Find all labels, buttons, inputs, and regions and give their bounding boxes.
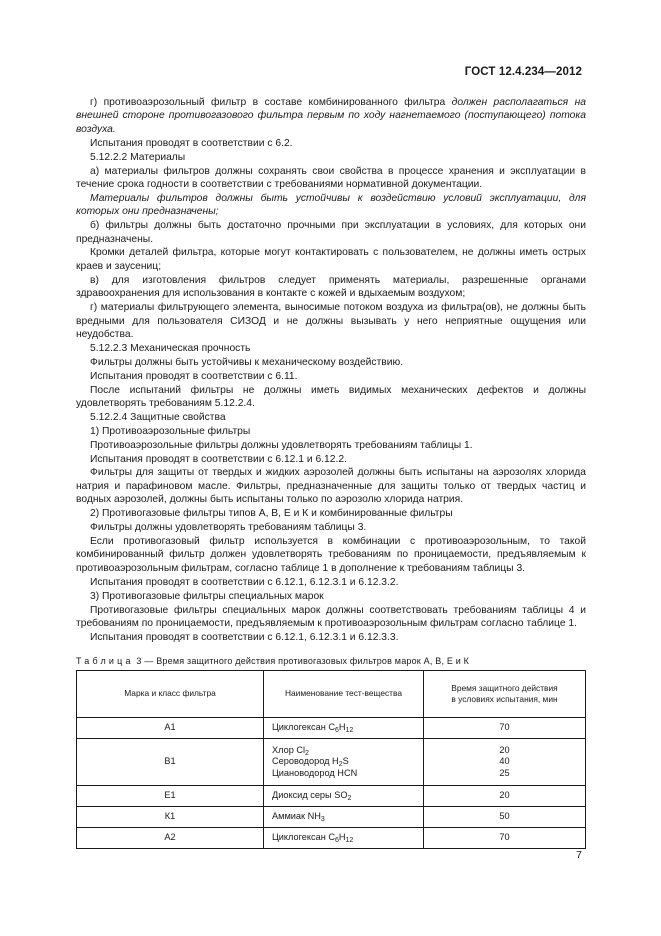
formula-text: S [342, 756, 349, 767]
paragraph: Если противогазовый фильтр используется в комбинации с противоаэрозольным, то такой комбинированный фильтр должен удовлетворять требованиям по проницаемости, предъявляемым к противоаэрозольным фильтрам, согласно таблице 1 в дополнение к требованиям таблицы 3. [76, 536, 586, 574]
table-row [77, 786, 586, 807]
paragraph: Испытания проводят в соответствии с 6.11. [90, 370, 298, 382]
paragraph: г) материалы фильтрующего элемента, выносимые потоком воздуха из фильтра(ов), не должны быть вредными для пользователя СИЗОД и не должны вызывать у него неприятные ощущения или неудобства. [76, 302, 586, 340]
paragraph-g-filter: г) противоаэрозольный фильтр в составе комбинированного фильтра должен располагаться на внешней стороне противогазового фильтра первым по ходу нагнетаемого (поступающего) потока воздуха. [76, 97, 586, 135]
table-row [77, 739, 586, 786]
header-protection-time-line1: Время защитного действия [451, 682, 558, 693]
paragraph: Испытания проводят в соответствии с 6.2. [90, 137, 293, 149]
cell-filter-mark: А2 [77, 828, 264, 849]
paragraph: б) фильтры должны быть достаточно прочными при эксплуатации в условиях, для которых они предназначены. [76, 220, 586, 245]
cell-protection-time [424, 786, 586, 807]
section-heading: 5.12.2.4 Защитные свойства [90, 411, 226, 423]
time-value: 70 [499, 832, 510, 843]
cell-test-substance [264, 786, 424, 807]
table-caption-word: Таблица [76, 656, 134, 666]
paragraph: Испытания проводят в соответствии с 6.12.1, 6.12.3.1 и 6.12.3.3. [90, 631, 399, 643]
cell-filter-mark: В1 [77, 739, 264, 786]
paragraph: Испытания проводят в соответствии с 6.12.1 и 6.12.2. [90, 453, 347, 465]
formula-text: Хлор Cl [272, 745, 306, 756]
cell-test-substance [264, 718, 424, 739]
paragraph: в) для изготовления фильтров следует применять материалы, разрешенные органами здравоохранения для использования в контакте с кожей и вдыхаемым воздухом; [76, 274, 586, 300]
paragraph: Испытания проводят в соответствии с 6.12.1, 6.12.3.1 и 6.12.3.2. [90, 576, 399, 588]
table-row [77, 718, 586, 739]
substance-formula [272, 745, 423, 756]
substance-formula [272, 832, 423, 843]
paragraph: Противогазовые фильтры специальных марок должны соответствовать требованиям таблицы 4 и требованиям по проницаемости, предъявляемым к противоаэрозольным фильтрам согласно таблице 1. [76, 604, 586, 629]
subsection-heading: 1) Противоаэрозольные фильтры [90, 425, 251, 437]
cell-protection-time [424, 807, 586, 828]
table-3 [76, 670, 586, 849]
table-row [77, 807, 586, 828]
paragraph-italic: Материалы фильтров должны быть устойчивы к воздействию условий эксплуатации, для которых они предназначены; [76, 192, 586, 218]
formula-subscript: 12 [345, 727, 354, 735]
table-row [77, 828, 586, 849]
header-protection-time-line2: в условиях испытания, мин [451, 694, 558, 704]
time-value: 20 [499, 790, 510, 801]
formula-subscript: 6 [334, 727, 339, 735]
formula-text: Аммиак NH [272, 811, 321, 822]
paragraph: Кромки деталей фильтра, которые могут контактировать с пользователем, не должны иметь острых краев и заусениц; [76, 247, 586, 272]
section-heading: 5.12.2.3 Механическая прочность [90, 342, 251, 354]
paragraph: Противоаэрозольные фильтры должны удовлетворять требованиям таблицы 1. [90, 439, 473, 451]
subsection-heading: 3) Противогазовые фильтры специальных марок [90, 590, 324, 602]
time-value: 40 [499, 756, 510, 767]
formula-subscript: 12 [345, 837, 354, 845]
table-body [77, 718, 586, 849]
cell-protection-time [424, 828, 586, 849]
cell-protection-time [424, 718, 586, 739]
formula-text: Сероводород H [272, 756, 339, 767]
paragraph: Фильтры для защиты от твердых и жидких аэрозолей должны быть испытаны на аэрозолях хлорида натрия и парафиновом масле. Фильтры, предназначенные для защиты только от твердых частиц и водных аэрозолей, должны быть испытаны только по аэрозолю хлорида натрия. [76, 467, 586, 506]
formula-text: Циановодород HCN [272, 767, 358, 778]
formula-text: Н [338, 832, 346, 843]
paragraph: Фильтры должны удовлетворять требованиям таблицы 3. [90, 522, 367, 534]
substance-formula [272, 811, 423, 822]
formula-subscript: 3 [320, 816, 325, 824]
time-value: 70 [499, 722, 510, 733]
paragraph: а) материалы фильтров должны сохранять свои свойства в процессе хранения и эксплуатации в течение срока годности в соответствии с требованиями нормативной документации. [76, 165, 586, 190]
cell-filter-mark: Е1 [77, 786, 264, 807]
cell-filter-mark: К1 [77, 807, 264, 828]
formula-subscript: 6 [334, 837, 339, 845]
formula-text: Циклогексан С [272, 832, 335, 843]
paragraph: Фильтры должны быть устойчивы к механическому воздействию. [90, 356, 404, 368]
time-value: 25 [499, 767, 510, 778]
formula-text: Диоксид серы SO [272, 790, 348, 801]
subsection-heading: 2) Противогазовые фильтры типов А, В, Е и К и комбинированные фильтры [90, 508, 453, 520]
formula-subscript: 2 [305, 750, 309, 758]
header-test-substance: Наименование тест-вещества [264, 671, 424, 718]
formula-text: Н [338, 722, 346, 733]
cell-test-substance [264, 739, 424, 786]
substance-formula [272, 722, 423, 733]
header-mark-class: Марка и класс фильтра [77, 671, 264, 718]
document-code: ГОСТ 12.4.234—2012 [464, 66, 582, 78]
document-body [76, 96, 586, 645]
paragraph: После испытаний фильтры не должны иметь видимых механических дефектов и должны удовлетворять требованиям 5.12.2.4. [76, 384, 586, 409]
time-value: 50 [499, 811, 510, 822]
formula-text: Циклогексан С [272, 722, 335, 733]
cell-filter-mark: А1 [77, 718, 264, 739]
substance-formula [272, 790, 423, 801]
table-caption-title: 3 — Время защитного действия противогазовых фильтров марок А, В, Е и К [136, 656, 470, 666]
formula-subscript: 2 [347, 795, 352, 803]
cell-test-substance [264, 807, 424, 828]
time-value: 20 [499, 745, 510, 756]
formula-subscript: 2 [338, 761, 343, 769]
cell-test-substance [264, 828, 424, 849]
header-protection-time [424, 671, 586, 718]
page-number: 7 [576, 849, 582, 861]
table-header-row [77, 671, 586, 718]
section-heading: 5.12.2.2 Материалы [90, 151, 186, 163]
table-caption [76, 656, 469, 666]
substance-formula [272, 756, 423, 767]
substance-formula [272, 768, 423, 779]
cell-protection-time [424, 739, 586, 786]
